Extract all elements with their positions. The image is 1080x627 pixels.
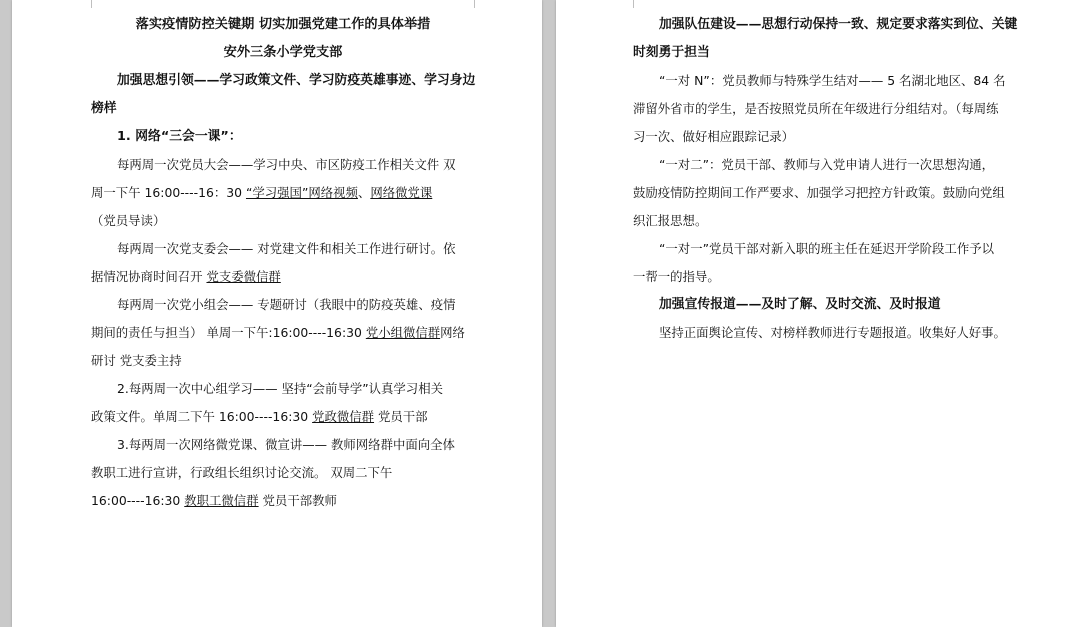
paragraph-line: 织汇报思想。 <box>633 213 708 228</box>
paragraph-line: “一对一”党员干部对新入职的班主任在延迟开学阶段工作予以 <box>659 241 994 256</box>
crop-mark <box>81 0 92 8</box>
committee-wechat-link[interactable]: 党支委微信群 <box>206 269 281 284</box>
paragraph-line <box>91 263 475 291</box>
paragraph-line: 坚持正面舆论宣传、对榜样教师进行专题报道。收集好人好事。 <box>659 325 1006 340</box>
paragraph-line <box>91 319 475 347</box>
text-span: 周一下午 16:00----16：30 <box>91 185 246 200</box>
paragraph-line: 每两周一次党支委会—— 对党建文件和相关工作进行研讨。依 <box>117 241 456 256</box>
paragraph-line: 研讨 党支委主持 <box>91 353 182 368</box>
section-heading-thought-cont: 榜样 <box>91 101 117 116</box>
document-page-left <box>12 0 542 627</box>
organization-name: 安外三条小学党支部 <box>223 45 343 60</box>
paragraph-line: 一帮一的指导。 <box>633 269 720 284</box>
crop-mark <box>623 0 634 8</box>
paragraph-line: 习一次、做好相应跟踪记录） <box>633 129 795 144</box>
paragraph-line: “一对二”：党员干部、教师与入党申请人进行一次思想沟通， <box>659 157 994 172</box>
section-heading-team-cont: 时刻勇于担当 <box>633 45 710 60</box>
paragraph-line: 每两周一次党小组会—— 专题研讨（我眼中的防疫英雄、疫情 <box>117 297 456 312</box>
micro-class-link[interactable]: 网络微党课 <box>370 185 433 200</box>
group-wechat-link[interactable]: 党小组微信群 <box>365 325 441 340</box>
paragraph-line: 滞留外省市的学生，是否按照党员所在年级进行分组结对。（每周练 <box>633 101 999 116</box>
section-heading-thought: 加强思想引领——学习政策文件、学习防疫英雄事迹、学习身边 <box>117 73 476 88</box>
paragraph-line: “一对 N”：党员教师与特殊学生结对—— 5 名湖北地区、84 名 <box>659 73 1006 88</box>
paragraph-line <box>91 403 475 431</box>
paragraph-line: （党员导读） <box>91 213 166 228</box>
text-span: 网络 <box>440 325 465 340</box>
xuexi-qiangguo-link[interactable]: “学习强国”网络视频 <box>245 185 358 200</box>
document-title: 落实疫情防控关键期 切实加强党建工作的具体举措 <box>135 17 431 32</box>
paragraph-line: 每两周一次党员大会——学习中央、市区防疫工作相关文件 双 <box>117 157 456 172</box>
staff-wechat-link[interactable]: 教职工微信群 <box>184 493 259 508</box>
page-content <box>633 11 1025 347</box>
section-heading-team: 加强队伍建设——思想行动保持一致、规定要求落实到位、关键 <box>659 17 1018 32</box>
paragraph-line: 教职工进行宣讲，行政组长组织讨论交流。 双周二下午 <box>91 465 393 480</box>
page-content <box>91 11 475 515</box>
text-span: 16:00----16:30 <box>91 493 185 508</box>
text-span: 政策文件。单周二下午 16:00----16:30 <box>91 409 313 424</box>
party-gov-wechat-link[interactable]: 党政微信群 <box>312 409 375 424</box>
item-heading-online: 1. 网络“三会一课”： <box>117 129 242 144</box>
crop-mark <box>474 0 485 8</box>
text-span: 据情况协商时间召开 <box>91 269 207 284</box>
paragraph-line: 3.每两周一次网络微党课、微宣讲—— 教师网络群中面向全体 <box>117 437 455 452</box>
text-span: 党员干部教师 <box>258 493 337 508</box>
text-span: 、 <box>357 185 371 200</box>
paragraph-line <box>91 487 475 515</box>
paragraph-line: 鼓励疫情防控期间工作严要求、加强学习把控方针政策。鼓励向党组 <box>633 185 1005 200</box>
paragraph-line <box>91 179 475 207</box>
section-heading-publicity: 加强宣传报道——及时了解、及时交流、及时报道 <box>659 297 941 312</box>
text-span: 期间的责任与担当） 单周一下午:16:00----16:30 <box>91 325 366 340</box>
document-page-right <box>556 0 1080 627</box>
text-span: 党员干部 <box>374 409 428 424</box>
paragraph-line: 2.每两周一次中心组学习—— 坚持“会前导学”认真学习相关 <box>117 381 443 396</box>
